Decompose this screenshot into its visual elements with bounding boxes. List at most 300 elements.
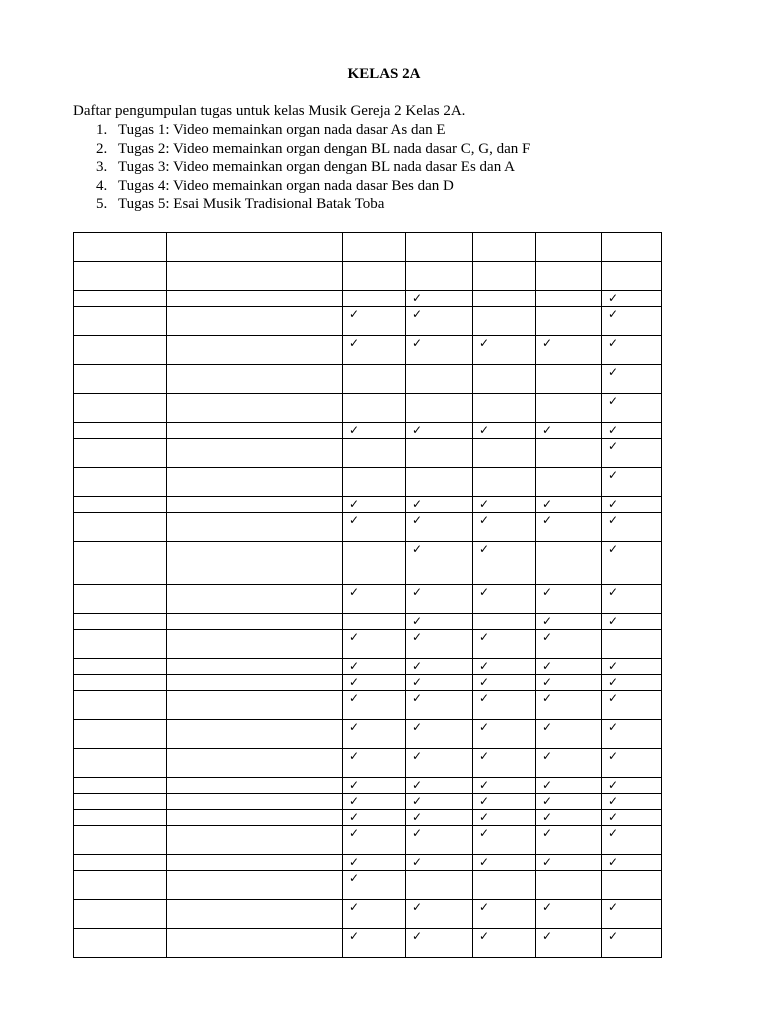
table-cell [74, 497, 167, 513]
checkmark-icon: ✓ [542, 691, 553, 705]
checkmark-icon: ✓ [542, 749, 553, 763]
task-cell [343, 394, 406, 423]
task-cell [602, 423, 662, 439]
checkmark-icon: ✓ [542, 497, 553, 511]
task-cell [343, 749, 406, 778]
checkmark-icon: ✓ [479, 585, 490, 599]
checkmark-icon: ✓ [608, 794, 619, 808]
table-row [74, 497, 662, 513]
task-cell [473, 794, 536, 810]
task-cell [536, 468, 602, 497]
task-cell [602, 826, 662, 855]
task-cell [536, 826, 602, 855]
table-row [74, 720, 662, 749]
table-cell [167, 365, 343, 394]
task-cell [343, 810, 406, 826]
task-cell [473, 365, 536, 394]
checkmark-icon: ✓ [542, 900, 553, 914]
table-cell [167, 439, 343, 468]
checkmark-icon: ✓ [608, 542, 619, 556]
checkmark-icon: ✓ [608, 778, 619, 792]
task-cell [536, 291, 602, 307]
checkmark-icon: ✓ [412, 929, 423, 943]
document-title: KELAS 2A [347, 66, 421, 82]
checkmark-icon: ✓ [608, 365, 619, 379]
task-cell [343, 497, 406, 513]
task-number: 1. [96, 122, 108, 138]
task-cell [602, 929, 662, 958]
table-row [74, 929, 662, 958]
checkmark-icon: ✓ [479, 826, 490, 840]
checkmark-icon: ✓ [479, 749, 490, 763]
task-cell [343, 585, 406, 614]
checkmark-icon: ✓ [542, 675, 553, 689]
task-cell [473, 691, 536, 720]
task-cell [406, 423, 473, 439]
task-cell [343, 468, 406, 497]
task-cell [406, 542, 473, 585]
table-cell [167, 871, 343, 900]
task-cell [343, 262, 406, 291]
checkmark-icon: ✓ [349, 513, 360, 527]
task-cell [343, 659, 406, 675]
table-cell [74, 720, 167, 749]
table-cell [74, 826, 167, 855]
table-cell [74, 855, 167, 871]
task-number: 5. [96, 196, 108, 212]
task-cell [602, 810, 662, 826]
task-cell [602, 614, 662, 630]
task-cell [406, 513, 473, 542]
task-cell [473, 855, 536, 871]
checkmark-icon: ✓ [412, 542, 423, 556]
task-cell [536, 675, 602, 691]
table-header-row [74, 233, 662, 262]
table-cell [74, 778, 167, 794]
checkmark-icon: ✓ [608, 855, 619, 869]
task-cell [473, 307, 536, 336]
task-cell [473, 468, 536, 497]
checkmark-icon: ✓ [412, 691, 423, 705]
task-cell [406, 810, 473, 826]
task-cell [536, 871, 602, 900]
task-cell [602, 585, 662, 614]
task-item [73, 195, 530, 214]
checkmark-icon: ✓ [412, 826, 423, 840]
task-cell [343, 826, 406, 855]
table-row [74, 291, 662, 307]
checkmark-icon: ✓ [608, 291, 619, 305]
task-cell [602, 439, 662, 468]
checkmark-icon: ✓ [542, 778, 553, 792]
checkmark-icon: ✓ [608, 614, 619, 628]
task-cell [473, 826, 536, 855]
checkmark-icon: ✓ [542, 794, 553, 808]
task-cell [343, 900, 406, 929]
task-cell [602, 855, 662, 871]
table-cell [167, 468, 343, 497]
checkmark-icon: ✓ [349, 826, 360, 840]
task-cell [343, 365, 406, 394]
checkmark-icon: ✓ [479, 630, 490, 644]
task-cell [602, 691, 662, 720]
checkmark-icon: ✓ [412, 423, 423, 437]
checkmark-icon: ✓ [608, 497, 619, 511]
task-cell [406, 675, 473, 691]
table-cell [74, 439, 167, 468]
task-cell [406, 630, 473, 659]
task-cell [473, 291, 536, 307]
task-cell [536, 513, 602, 542]
task-item [73, 140, 530, 159]
task-cell [473, 749, 536, 778]
task-text: Tugas 4: Video memainkan organ nada dasar Bes dan D [118, 177, 454, 194]
task-cell [602, 307, 662, 336]
task-cell [473, 675, 536, 691]
task-cell [473, 585, 536, 614]
table-cell [74, 291, 167, 307]
task-cell [473, 630, 536, 659]
table-cell [74, 585, 167, 614]
table-cell [74, 810, 167, 826]
task-cell [473, 720, 536, 749]
checkmark-icon: ✓ [479, 929, 490, 943]
checkmark-icon: ✓ [349, 585, 360, 599]
table-cell [74, 365, 167, 394]
checkmark-icon: ✓ [412, 497, 423, 511]
table-cell [167, 826, 343, 855]
task-cell [536, 659, 602, 675]
task-cell [343, 291, 406, 307]
checkmark-icon: ✓ [349, 720, 360, 734]
checkmark-icon: ✓ [479, 336, 490, 350]
task-cell [406, 307, 473, 336]
task-cell [536, 262, 602, 291]
checkmark-icon: ✓ [608, 659, 619, 673]
task-cell [602, 749, 662, 778]
checkmark-icon: ✓ [412, 336, 423, 350]
task-cell [602, 291, 662, 307]
task-cell [536, 497, 602, 513]
task-cell [536, 778, 602, 794]
table-row [74, 778, 662, 794]
checkmark-icon: ✓ [542, 826, 553, 840]
table-row [74, 439, 662, 468]
table-cell [74, 423, 167, 439]
task-cell [602, 778, 662, 794]
table-cell [74, 513, 167, 542]
task-cell [406, 794, 473, 810]
checkmark-icon: ✓ [542, 336, 553, 350]
task-cell [536, 542, 602, 585]
checkmark-icon: ✓ [349, 929, 360, 943]
checkmark-icon: ✓ [542, 585, 553, 599]
checkmark-icon: ✓ [412, 720, 423, 734]
checkmark-icon: ✓ [412, 675, 423, 689]
table-row [74, 307, 662, 336]
checkmark-icon: ✓ [349, 810, 360, 824]
table-row [74, 394, 662, 423]
checkmark-icon: ✓ [608, 749, 619, 763]
task-cell [406, 855, 473, 871]
task-cell [406, 365, 473, 394]
checkmark-icon: ✓ [542, 855, 553, 869]
checkmark-icon: ✓ [608, 468, 619, 482]
checkmark-icon: ✓ [412, 900, 423, 914]
checkmark-icon: ✓ [412, 585, 423, 599]
task-cell [343, 614, 406, 630]
table-cell [167, 900, 343, 929]
task-number: 3. [96, 159, 108, 175]
table-cell [167, 675, 343, 691]
task-cell [536, 394, 602, 423]
task-cell [473, 810, 536, 826]
task-item [73, 158, 530, 177]
task-cell [343, 778, 406, 794]
task-cell [343, 439, 406, 468]
task-cell [406, 871, 473, 900]
checkmark-icon: ✓ [349, 423, 360, 437]
task-text: Tugas 2: Video memainkan organ dengan BL nada dasar C, G, dan F [118, 140, 531, 157]
checkmark-icon: ✓ [608, 929, 619, 943]
task-cell [602, 497, 662, 513]
checkmark-icon: ✓ [542, 513, 553, 527]
table-cell [74, 871, 167, 900]
table-cell [74, 468, 167, 497]
task-cell [473, 497, 536, 513]
task-cell [536, 439, 602, 468]
task-cell [536, 720, 602, 749]
table-row [74, 810, 662, 826]
checkmark-icon: ✓ [412, 778, 423, 792]
task-cell [406, 291, 473, 307]
task-cell [343, 871, 406, 900]
intro-text: Daftar pengumpulan tugas untuk kelas Musik Gereja 2 Kelas 2A. [73, 103, 466, 119]
task-cell [473, 659, 536, 675]
checkmark-icon: ✓ [479, 691, 490, 705]
checkmark-icon: ✓ [479, 778, 490, 792]
task-cell [343, 855, 406, 871]
table-cell [167, 233, 343, 262]
task-cell [473, 900, 536, 929]
checkmark-icon: ✓ [349, 871, 360, 885]
checkmark-icon: ✓ [542, 929, 553, 943]
task-cell [343, 720, 406, 749]
table-cell [74, 794, 167, 810]
table-row [74, 691, 662, 720]
checkmark-icon: ✓ [412, 810, 423, 824]
checkmark-icon: ✓ [349, 497, 360, 511]
task-cell [602, 794, 662, 810]
table-row [74, 659, 662, 675]
task-cell [473, 336, 536, 365]
task-cell [406, 749, 473, 778]
checkmark-icon: ✓ [608, 513, 619, 527]
checkmark-icon: ✓ [542, 614, 553, 628]
checkmark-icon: ✓ [608, 585, 619, 599]
task-cell [343, 929, 406, 958]
task-cell [536, 423, 602, 439]
table-cell [74, 675, 167, 691]
table-cell [167, 336, 343, 365]
checkmark-icon: ✓ [412, 794, 423, 808]
task-cell [473, 513, 536, 542]
task-cell [602, 365, 662, 394]
checkmark-icon: ✓ [349, 749, 360, 763]
task-cell [406, 614, 473, 630]
checkmark-icon: ✓ [349, 778, 360, 792]
checkmark-icon: ✓ [608, 900, 619, 914]
table-cell [167, 262, 343, 291]
table-cell [74, 233, 167, 262]
checkmark-icon: ✓ [479, 542, 490, 556]
table-row [74, 871, 662, 900]
task-cell [602, 513, 662, 542]
task-list [73, 121, 530, 214]
checkmark-icon: ✓ [412, 307, 423, 321]
task-cell [343, 307, 406, 336]
task-cell [602, 871, 662, 900]
table-cell [74, 630, 167, 659]
table-row [74, 794, 662, 810]
table-cell [74, 929, 167, 958]
checkmark-icon: ✓ [479, 900, 490, 914]
task-cell [343, 691, 406, 720]
task-cell [343, 794, 406, 810]
task-cell [602, 233, 662, 262]
task-cell [406, 439, 473, 468]
checkmark-icon: ✓ [349, 630, 360, 644]
task-cell [536, 691, 602, 720]
table-cell [74, 749, 167, 778]
checkmark-icon: ✓ [412, 659, 423, 673]
task-cell [343, 513, 406, 542]
task-cell [473, 262, 536, 291]
table-cell [167, 291, 343, 307]
task-cell [602, 394, 662, 423]
checkmark-icon: ✓ [349, 691, 360, 705]
checkmark-icon: ✓ [479, 855, 490, 869]
checkmark-icon: ✓ [479, 675, 490, 689]
checkmark-icon: ✓ [608, 720, 619, 734]
table-cell [167, 778, 343, 794]
task-cell [406, 585, 473, 614]
checkmark-icon: ✓ [479, 659, 490, 673]
table-cell [74, 659, 167, 675]
checkmark-icon: ✓ [412, 291, 423, 305]
task-cell [602, 262, 662, 291]
task-text: Tugas 1: Video memainkan organ nada dasar As dan E [118, 122, 446, 138]
checkmark-icon: ✓ [479, 497, 490, 511]
task-cell [406, 659, 473, 675]
task-cell [406, 394, 473, 423]
table-cell [167, 497, 343, 513]
checkmark-icon: ✓ [412, 513, 423, 527]
checkmark-icon: ✓ [608, 810, 619, 824]
table-row [74, 423, 662, 439]
checkmark-icon: ✓ [412, 614, 423, 628]
table-cell [74, 614, 167, 630]
checkmark-icon: ✓ [479, 810, 490, 824]
checkmark-icon: ✓ [608, 439, 619, 453]
checkmark-icon: ✓ [479, 423, 490, 437]
task-cell [536, 630, 602, 659]
table-row [74, 585, 662, 614]
checkmark-icon: ✓ [608, 336, 619, 350]
task-cell [406, 262, 473, 291]
checkmark-icon: ✓ [608, 691, 619, 705]
submission-table [73, 232, 662, 958]
task-cell [536, 365, 602, 394]
task-cell [536, 810, 602, 826]
task-cell [602, 900, 662, 929]
table-row [74, 468, 662, 497]
table-row [74, 900, 662, 929]
checkmark-icon: ✓ [542, 630, 553, 644]
task-cell [473, 394, 536, 423]
task-cell [536, 855, 602, 871]
checkmark-icon: ✓ [608, 826, 619, 840]
table-cell [74, 394, 167, 423]
task-cell [536, 749, 602, 778]
task-cell [406, 468, 473, 497]
task-cell [536, 900, 602, 929]
table-cell [74, 336, 167, 365]
task-cell [473, 423, 536, 439]
task-cell [406, 497, 473, 513]
task-cell [602, 720, 662, 749]
task-cell [536, 794, 602, 810]
task-cell [473, 871, 536, 900]
task-number: 4. [96, 177, 108, 194]
table-cell [74, 542, 167, 585]
checkmark-icon: ✓ [479, 720, 490, 734]
task-cell [602, 630, 662, 659]
task-cell [406, 929, 473, 958]
checkmark-icon: ✓ [349, 336, 360, 350]
table-cell [167, 513, 343, 542]
checkmark-icon: ✓ [349, 794, 360, 808]
task-cell [473, 439, 536, 468]
table-cell [167, 307, 343, 336]
table-cell [167, 749, 343, 778]
task-cell [343, 233, 406, 262]
task-cell [473, 233, 536, 262]
checkmark-icon: ✓ [608, 675, 619, 689]
task-cell [406, 691, 473, 720]
checkmark-icon: ✓ [608, 307, 619, 321]
task-cell [602, 336, 662, 365]
checkmark-icon: ✓ [542, 810, 553, 824]
task-cell [406, 720, 473, 749]
table-row [74, 262, 662, 291]
task-cell [343, 675, 406, 691]
task-cell [473, 778, 536, 794]
checkmark-icon: ✓ [608, 423, 619, 437]
checkmark-icon: ✓ [542, 720, 553, 734]
table-cell [167, 929, 343, 958]
table-cell [167, 794, 343, 810]
checkmark-icon: ✓ [542, 423, 553, 437]
task-cell [343, 630, 406, 659]
table-cell [74, 307, 167, 336]
task-number: 2. [96, 140, 108, 157]
task-cell [406, 233, 473, 262]
checkmark-icon: ✓ [412, 855, 423, 869]
checkmark-icon: ✓ [608, 394, 619, 408]
table-cell [74, 691, 167, 720]
table-cell [167, 691, 343, 720]
